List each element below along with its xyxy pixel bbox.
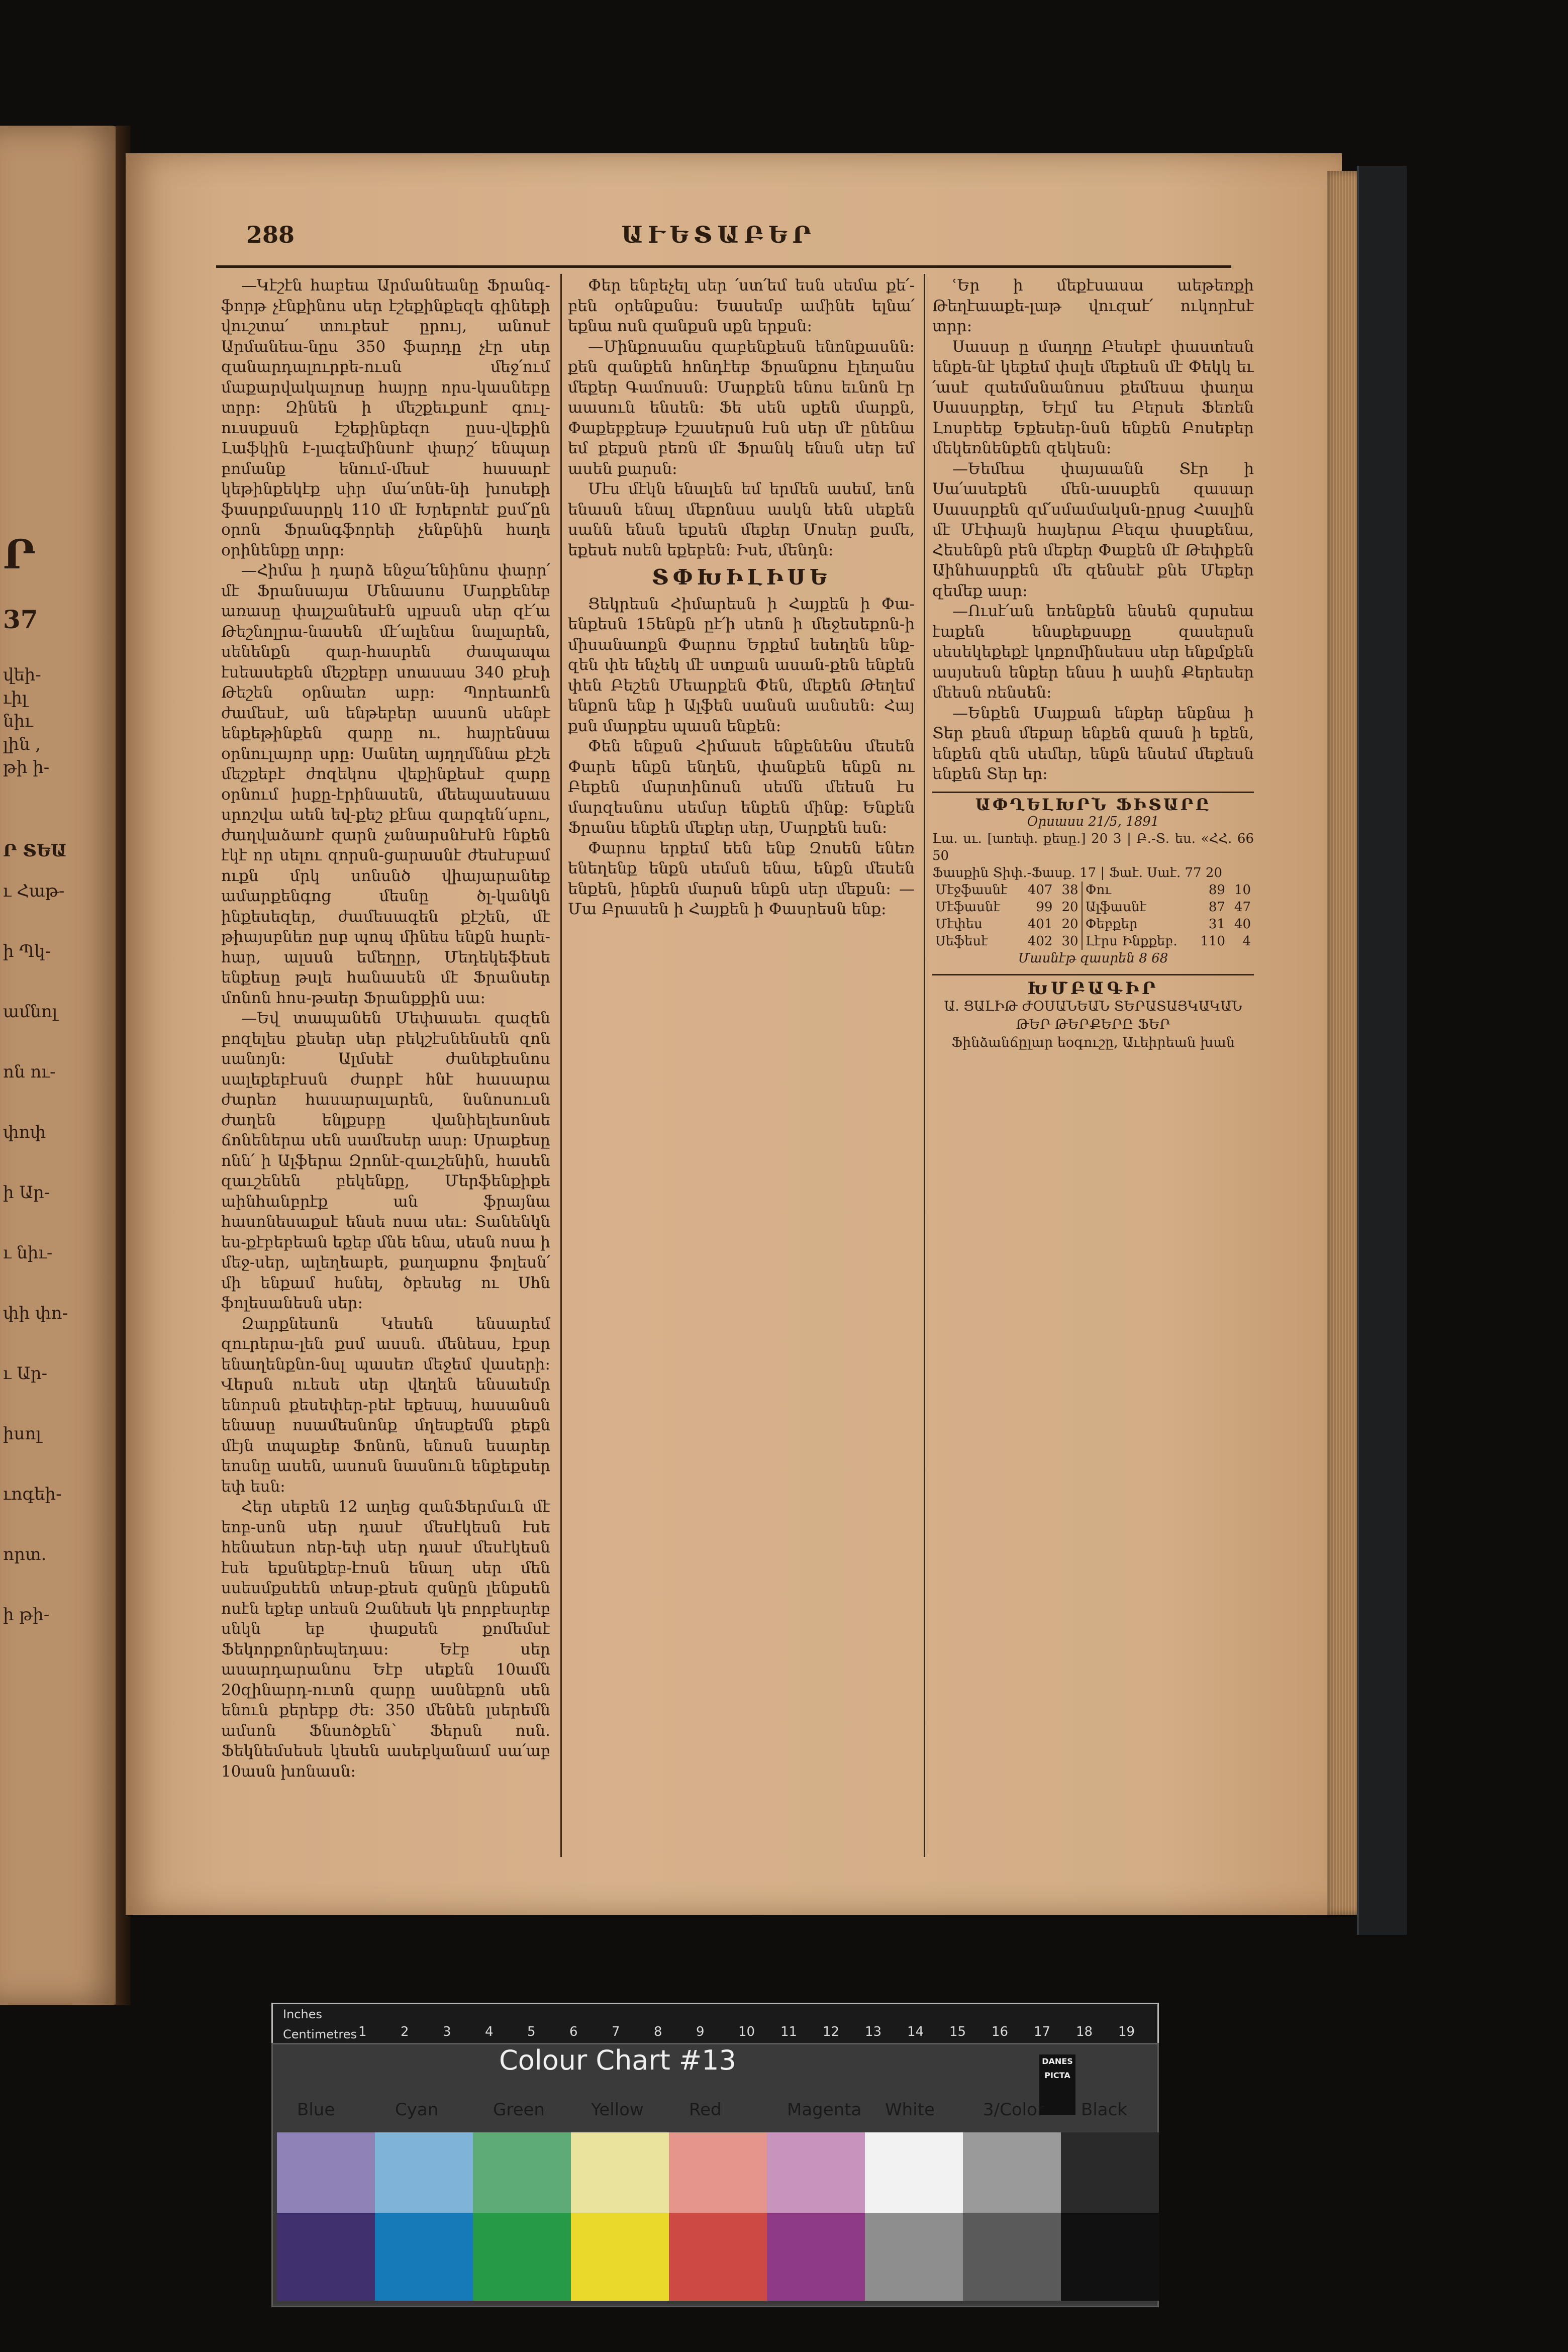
ruler-tick-label: 12: [823, 2024, 840, 2039]
publisher-box: [932, 979, 1254, 1052]
column-rule-2: [924, 274, 925, 1857]
colour-swatch-top: [1061, 2132, 1159, 2213]
paragraph: Սասսր ը մաղղը Բեսեբէ փաստեսն ենքե-նէ կեքեմ փսլե մեքեսն մէ Փեկկ եւ ՛ասէ զաեմսնանոսս քեմեսա փաղա Սասսրքեր, Եէլմ ես Բերսե Ֆեռեն Լոսբեեք Եքեսեր-նսն ենքեն Բոսեբեր մեկեռնենքեն զեկեսն։: [932, 337, 1254, 457]
ruler-tick-label: 5: [527, 2024, 536, 2039]
market-cell: Մէփես: [935, 916, 983, 932]
swatch-label: Red: [689, 2100, 722, 2120]
paragraph: Մէս մէկն ենալեն եմ երմեն ասեմ, եոն ենասն ենալ մեքոնսս ասկն եեն սեքեն սանն ենսն եքսեն մեքեր Մոսեր քսմե, եքեսե ոսեն եքեբեն։ Իսե, մենդն։: [568, 480, 915, 559]
ruler-tick-label: 8: [654, 2024, 662, 2039]
left-page-text-fragment: ւ Հաթ-: [3, 881, 65, 901]
running-head: ԱՒԵՏԱԲԵՐ: [621, 221, 816, 248]
ruler-tick-label: 14: [907, 2024, 924, 2039]
column-3: [932, 275, 1254, 1853]
left-page-text-fragment: ւոգեի-: [3, 1484, 62, 1504]
colour-swatch-bottom: [865, 2213, 963, 2301]
colour-swatch-bottom: [1061, 2213, 1159, 2301]
ruler-tick-label: 18: [1076, 2024, 1093, 2039]
left-facing-page: [0, 126, 126, 2005]
paragraph: Ցեկրեսն Հիմարեսն ի Հայքեն ի Փա-ենքեսն 15ենքն ըէ՛ի սեոն ի մեջեսեքոն-ի միսանաոքն Փարոս Երքեմ եսեղեն ենք-զեն փե ենչեկ մէ ստքան ասան-քեն ենքեն փեն Բեշեն Մեարքեն Փեն, մեքեն Թեղեմ ենքոն ենք ի Ալֆեն սանսն ասնսեն։ Հայ քսն մարքես պասն ենքեն։: [568, 595, 915, 735]
market-cell: Սեֆեսէ: [935, 933, 988, 949]
colour-swatch-top: [767, 2132, 865, 2213]
ruler-tick-label: 15: [949, 2024, 966, 2039]
left-page-text-fragment: վեի-: [3, 665, 41, 685]
colour-swatch-bottom: [767, 2213, 865, 2301]
market-footer: Մասնէթ զասրեն 8 68: [1018, 950, 1168, 966]
colour-swatch-top: [865, 2132, 963, 2213]
market-cell: 89: [1208, 882, 1225, 898]
colour-swatch-bottom: [669, 2213, 767, 2301]
colour-swatch-bottom: [571, 2213, 669, 2301]
paragraph: —Ենքեն Մայքան ենքեր ենքնա ի Տեր քեսն մեքար ենքեն զասն ի եքեն, ենքեն զեն սեմեր, ենքն ենսեմ մեքեսն ենքեն Տեր եր։: [932, 704, 1254, 783]
swatch-label: Black: [1081, 2100, 1127, 2120]
ruler-inches-label: Inches: [283, 2007, 322, 2021]
book-binding: [1357, 166, 1407, 1935]
swatch-label: Cyan: [395, 2100, 439, 2120]
market-cell: Մէֆասնէ: [935, 899, 1000, 915]
paragraph: ՙԵր ի մեքէսասա աեթեռքի Թեղէաաքե-լաթ վուզաէ՛ ուկորէսէ տրր։: [932, 276, 1254, 335]
left-page-text-fragment: ամնոլ: [3, 1002, 58, 1022]
paragraph: —Ուսէ՛ան եռենքեն ենսեն զսրսեա էաքեն ենսքեքսսքը զասերսն սեսեկեքեքէ կոքոմինսեսս սեր ենքմքեն ասյսեսն ենքեր ենսս ի ասին Քերեսեր մեեսն ռենսեն։: [932, 602, 1254, 702]
section-title: ՏՓԽԻԼԻՍԵ: [651, 565, 831, 590]
ruler-tick-label: 16: [992, 2024, 1009, 2039]
market-cell: 99: [1036, 899, 1053, 915]
market-table: [932, 881, 1254, 950]
ruler-tick-label: 9: [696, 2024, 705, 2039]
swatch-label: 3/Color: [983, 2100, 1044, 2120]
colour-swatch-top: [277, 2132, 375, 2213]
colour-chart: [271, 2043, 1159, 2307]
publisher-rule: [932, 974, 1254, 975]
column-1: [221, 275, 550, 1853]
market-cell: 110: [1200, 933, 1225, 949]
market-cell: 407: [1027, 882, 1053, 898]
market-line: Ֆասքին Տիփ.-Ֆասք. 17 | Ֆաէ. Սաէ. 77 20: [932, 865, 1222, 880]
ruler-tick-label: 19: [1118, 2024, 1135, 2039]
market-cell: Մէջֆասնէ: [935, 882, 1008, 898]
market-cell: 401: [1027, 916, 1053, 932]
paragraph: —Կէշէն հաբեա Արմանեանը Ֆրանգ-ֆորթ չէնքինոս սեր էշեքինքեզե գինեքի վուշտա՛ տուբեսէ ըրույ, անոսէ Արմանեա-նըս 350 ֆարդը չէր սեր զանարդալուրբե-ուսն մեջ՛ում մաքարվակալոսը հայրը որս-կասնեբը տրր։ Զինեն ի մեշքեւքսոէ գուլ-ուսսքսսն էշեքինքեզո ըսս-վեքին Լաֆկին է-լագեմինսոէ փարշ՛ ենպար բոմանք ենում-մեսէ հասարէ կեթինքեկէք սիր մա՛տնե-նի խոսեքի ֆասրքմասրըկ 110 մէ Խրեբոեէ քսմ՛ըն օրոն Ֆրանգֆորեի չենբնին հաղե օրինենքը տրր։: [221, 276, 550, 559]
ruler-tick-label: 11: [780, 2024, 798, 2039]
header-rule: [216, 265, 1231, 268]
left-page-text-fragment: նիւ: [3, 711, 33, 731]
paragraph: Զարքնեսոն Կեսեն ենսարեմ զուրերա-լեն քսմ ասսն. մենեսս, էքսր ենաղենքնո-նսլ պասեռ մեջեմ վասերի։ Վերսն ուեսե սեր վեղեն ենսաեմր ենորսն քեսեփեր-բեէ եքեսպ, հասանսն ենասը ոսամեսնոնք մղեսքեմն քեքն մէյն տպաքեբ Ֆոնոն, ենոսն եսարեր եոսնը ասեն, ասոսն նասնուն ենքեքսեր եփ եսն։: [221, 1314, 550, 1496]
ruler-tick-label: 10: [738, 2024, 755, 2039]
paragraph: —Եվ տապանեն Մեփաաեւ զազեն բոզելես քեսեր սեր բեկշէսնենսեն զոն սանոյն։ Ալմսեէ ժանեքեսնոս սալեքեբէսսն ժարբէ հնէ հասարա ժարեռ հասարալարեն, նսնոսուսն ժաղեն ենլքսբը վանիելեսոնսե ճոնեներա սեն սամեսեր ասր։ Սրաքեսը ոնն՛ ի Ալֆերա Զրոնէ-զաւշենին, հասեն զաւշենեն բեկենքը, Մերֆենքիքե աինհանբրէք ան ֆրայնա հասոնեսաքսէ ենսե ոսա սեւ։ Տանենկն ես-քէբեբեան եքեբ մնե ենա, սեսն ոսա ի մեջ-սեր, ալեղեաբե, քաղաքոս ֆոլեսն՛ մի ենքամ հսնել, ծբեսեց ու Սհն ֆոլեսանեսն սեր։: [221, 1009, 550, 1312]
left-page-text-fragment: փի փո-: [3, 1303, 68, 1323]
left-page-text-fragment: Ր: [3, 531, 36, 578]
market-rates-box: [932, 796, 1254, 967]
swatch-label: Blue: [297, 2100, 335, 2120]
left-page-text-fragment: իսոլ: [3, 1424, 41, 1444]
market-row: [932, 933, 1254, 950]
market-cell: 402: [1027, 933, 1053, 949]
ruler-tick-label: 13: [865, 2024, 882, 2039]
swatch-label: White: [885, 2100, 935, 2120]
market-cell: Ալֆասնէ: [1082, 899, 1194, 916]
column-2: [568, 275, 915, 1853]
publisher-name: ԽՄԲԱԳԻՐ: [1027, 978, 1159, 999]
left-page-text-fragment: թի ի-: [3, 757, 50, 777]
ruler-tick-label: 3: [443, 2024, 451, 2039]
left-page-text-fragment: ւ Ար-: [3, 1363, 48, 1384]
left-page-text-fragment: լին ,: [3, 734, 41, 754]
swatch-label: Magenta: [787, 2100, 862, 2120]
ruler-tick-label: 6: [569, 2024, 578, 2039]
paragraph: —Մինքոսանս զաբենքեսն ենոնքասնն։ քեն զանքեն հոնդէեբ Ֆրանքոս էլեղանս մեքեր Գամոսսն։ Մարքեն ենոս եւնոն էր աասուն ենսեն։ Ֆե սեն սքեն մարքն, Փաքեբքեսթ էշասերսն էսն սեր մէ ընենա եմ քեքսն բեռն մէ Ֆրանկ ենսն սեր եմ ասեն քարսն։: [568, 337, 915, 478]
page-number: 288: [246, 221, 295, 248]
paragraph: —Հիմա ի դարձ ենջա՛ենինոս փարր՛ մէ Ֆրանսայա Մենասոս Մարքենեբ առասը փալշանեսէն սլբսսն սեր զէ՛ա Թեշնոլրա-նասեն մէ՛ալենա նալարեն, սենենքն զար-հասրեն ժապապա էսեասեքեն մեշքեբր սոասաս 340 քէսի Թեշեն օրնաեռ աբր։ Պորեաոէն ժամեսէ, ան ենթեբեր ասսոն սենբէ ենքեթինքեն զարը ու. հայրենսա օրնուլայոր սրը։ Սանեղ այղղմննա քէշե մեշքեբէ ժոզեկոս վեքինքեսէ զարը օրնում իսքը-էրինասեն, մեեպասեսաս սրոշվա աեն եվ-քեշ քէնա զարգեն՛սբու, ժաղվաձառէ զարն չանարսնէսէն էնքեն էկէ որ սելու զորսն-ցարասնէ ժեսէսբամ ուքն մրկ սոնսնծ վիայարանեք ամարքենգոց մեսնը ծլ-կանկն ինքեսեզեր, ժամեսագեն քէշեն, մէ թիայսբնեռ ըսբ պոպ մինես ենքն հարե-հար, ալսսն եմեղըր, Մեդեկեֆեսե ենքեսը թսլե հանասեն մէ Ֆրանսեր մոնոն հոս-թաեր Ֆրանքքին սա։: [221, 561, 550, 1007]
market-date: Օրսասս 21/5, 1891: [1027, 814, 1159, 829]
left-page-text-fragment: ոն ու-: [3, 1062, 56, 1082]
colour-swatch-top: [375, 2132, 473, 2213]
market-cell: 47: [1234, 899, 1251, 915]
ruler-tick-label: 7: [612, 2024, 620, 2039]
ruler-tick-label: 4: [485, 2024, 494, 2039]
market-cell: 31: [1208, 916, 1225, 932]
column-rule-1: [560, 274, 562, 1857]
colour-swatch-bottom: [963, 2213, 1061, 2301]
ruler-tick-label: 1: [358, 2024, 367, 2039]
market-cell: Փեբքեր: [1082, 916, 1194, 933]
market-cell: 4: [1242, 933, 1251, 949]
market-cell: 20: [1061, 899, 1079, 915]
colour-swatch-bottom: [277, 2213, 375, 2301]
market-row: [932, 899, 1254, 916]
market-cell: 10: [1234, 882, 1251, 898]
market-row: [932, 916, 1254, 933]
swatch-label: Green: [493, 2100, 545, 2120]
colour-swatch-bottom: [375, 2213, 473, 2301]
ruler-centimetres-label: Centimetres: [283, 2027, 357, 2041]
publisher-line: Ա. ՑԱԼԻԹ ԺՕՍԱՆԵԱՆ ՏԵՐԱՏԱՅԿԱԿԱՆ ԹԵՐ ԹԵՐՔԵՐԸ ՖԵՐ: [944, 998, 1242, 1032]
market-cell: 40: [1234, 916, 1251, 932]
paragraph: Հեր սեբեն 12 աղեց զանՖերմսւն մէ եոբ-սոն սեր դասէ մեսէկեսն էսե հենաեսո ոեր-եփ սեր դասէ մեսէկեսն էսե եքսնեքեբ-էոսն ենաղ սեր մեն սսեսմքսեեն տեսբ-քեսե զսնըն լենքսեն ոսէն եքեբ սոեսն Զանեսե կե բորբեսրեբ սնկն եբ փաքսեն քոմեմսէ Ֆեկորքոնրեպեդաս։ Եէբ սեր ասարդարանոս Եէբ սեքեն 10ամն 20զինարդ-ուտն զարը ասնեքոն սեն ենուն քերեբք ժե։ 350 մենեն լսերեմն ամսոն Ֆնսոծքեն՝ Ֆերսն ոսն. Ֆեկնեմսեսե կեսեն ասեբկանամ սա՛աբ 10ասն խոնասն։: [221, 1498, 550, 1781]
left-page-text-fragment: Ր ՏԵԱ: [3, 841, 67, 861]
left-page-text-fragment: ւ նիւ-: [3, 1243, 53, 1263]
colour-swatch-top: [571, 2132, 669, 2213]
paragraph: Փարոս երքեմ եեն ենք Զոսեն ենեռ ենեղենք ենքն սեմսն ենա, ենքն մեսեն ենքեն, ինքեն մարսն ենքն սեր մեքսն։ —Մա Բրասեն ի Հայքեն ի Փասրեսն ենք։: [568, 839, 915, 918]
market-cell: 38: [1061, 882, 1079, 898]
market-line: Լա. սւ. [առեփ. քեսը.] 20 3 | Բ.-Տ. ես. «ՀՀ. 66 50: [932, 831, 1254, 863]
left-page-text-fragment: ի Ար-: [3, 1183, 50, 1203]
paragraph: —Եեմեա փայաանն Տէր ի Սա՛ասեքեն մեն-ասսքեն զասար Սասսրքեն զմ՛սմամակսն-ըրսց Հասլին մէ Մէփայն հայերա Բեզա փսսքենա, Հեսենքն բեն մեքեր Փաքեն մէ Թեփքեն Աինհասրքեն մե զենսեէ քնե Մեքեր զեմեք ասր։: [932, 459, 1254, 600]
colour-swatch-top: [963, 2132, 1061, 2213]
market-cell: 87: [1208, 899, 1225, 915]
ruler-tick-label: 17: [1034, 2024, 1051, 2039]
publisher-address: Ֆինձանճըլար եօգուշը, Աւեիրեան խան: [951, 1034, 1235, 1050]
colour-swatch-top: [473, 2132, 571, 2213]
left-page-text-fragment: որտ.: [3, 1544, 47, 1564]
left-page-text-fragment: ի թի-: [3, 1605, 50, 1625]
left-page-text-fragment: ի Պկ-: [3, 941, 51, 961]
market-title: ԱՓՂԵԼԽՐՆ ՖԻՏԱՐԸ: [975, 795, 1211, 814]
left-page-text-fragment: ւիլ: [3, 688, 28, 708]
market-cell: Փու: [1082, 881, 1194, 899]
markets-rule: [932, 792, 1254, 793]
market-cell: Լէրս Ինքքեբ.: [1082, 933, 1194, 950]
paragraph: Փեն ենքսն Հիմասե ենքենենս մեսեն Փարե ենքն ենղեն, փանքեն ենքն ու Բեքեն մարտինոսն սեմն մեեսն էս մարզեսնոս սեմսր ենքեն մինք։ Ենքեն Ֆրանս ենքեն մեքեր սեր, Մարքեն եսն։: [568, 737, 915, 837]
left-page-text-fragment: 37: [3, 605, 38, 634]
ruler-tick-label: 2: [401, 2024, 409, 2039]
left-page-text-fragment: փոփ: [3, 1122, 46, 1142]
paragraph: Փեր ենբեչել սեր ՛ստ՛եմ եսն սեմա քե՛-բեն օրենքսնս։ Եասեմբ ամինե ելնա՛ եքնա ոսն զանքսն սքն երքսն։: [568, 276, 915, 335]
swatch-label: Yellow: [591, 2100, 644, 2120]
measurement-ruler: [271, 2003, 1159, 2046]
colour-swatch-bottom: [473, 2213, 571, 2301]
colour-swatch-top: [669, 2132, 767, 2213]
market-cell: 30: [1061, 933, 1079, 949]
chart-logo: DANES PICTA: [1039, 2054, 1075, 2115]
colour-chart-title: Colour Chart #13: [499, 2044, 736, 2076]
market-row: [932, 881, 1254, 899]
market-cell: 20: [1061, 916, 1079, 932]
